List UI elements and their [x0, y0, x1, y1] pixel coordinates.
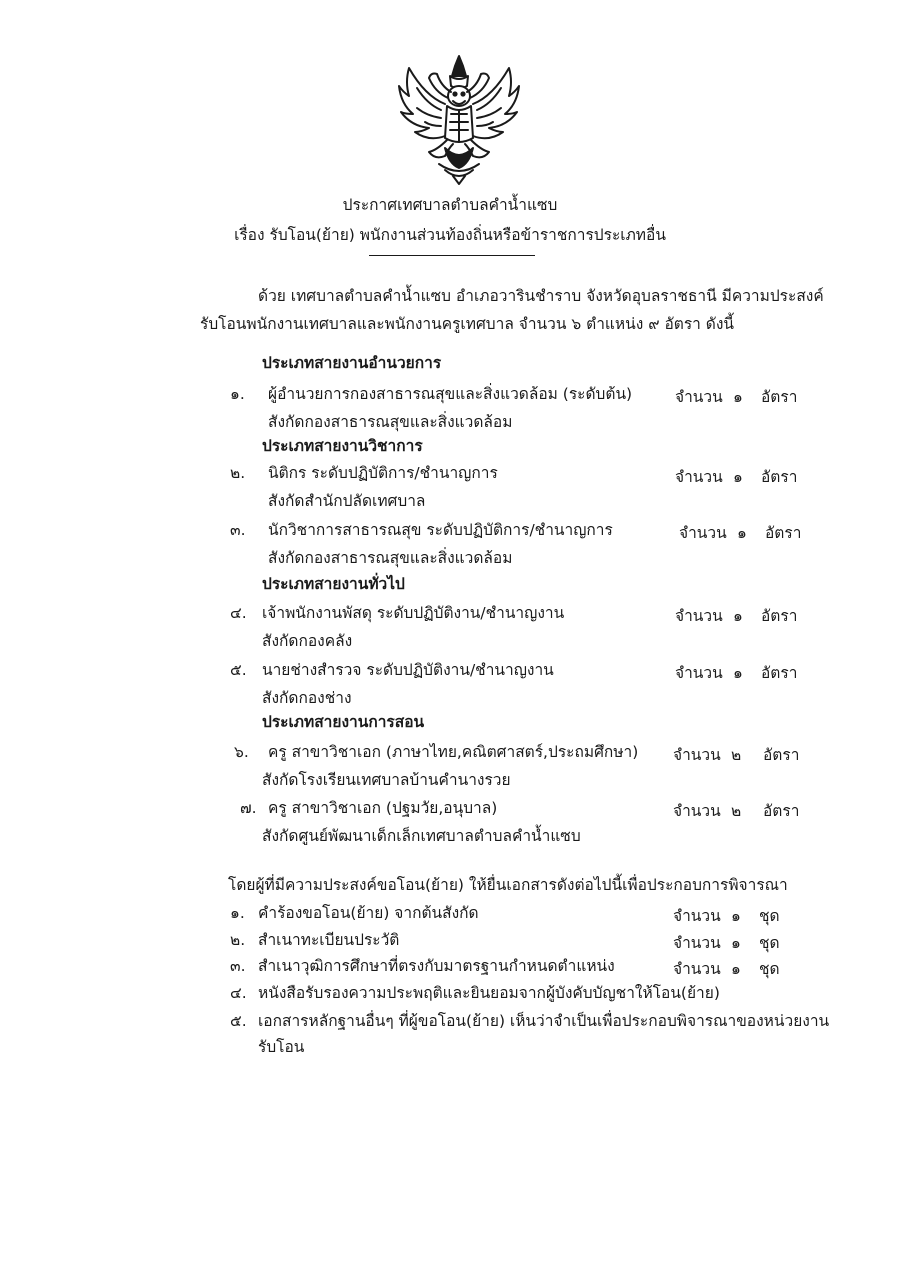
category-teaching: ประเภทสายงานการสอน: [262, 713, 425, 731]
count-label: จำนวน: [673, 934, 721, 952]
position-title: นักวิชาการสาธารณสุข ระดับปฏิบัติการ/ชำนาญการ: [268, 521, 613, 539]
count-value: ๒: [731, 746, 742, 764]
intro-line-1: ด้วย เทศบาลตำบลคำน้ำแซบ อำเภอวารินชำราบ จังหวัดอุบลราชธานี มีความประสงค์: [258, 287, 824, 305]
count-unit: ชุด: [759, 960, 780, 978]
position-unit: สังกัดสำนักปลัดเทศบาล: [268, 492, 426, 510]
count-label: จำนวน: [675, 388, 723, 406]
count-value: ๒: [731, 802, 742, 820]
announcement-title: ประกาศเทศบาลตำบลคำน้ำแซบ: [342, 196, 558, 214]
count-unit: ชุด: [759, 907, 780, 925]
item-number: ๗.: [240, 799, 257, 817]
item-number: ๒.: [230, 464, 246, 482]
item-number: ๑.: [230, 385, 245, 403]
count-value: ๑: [733, 388, 743, 406]
position-title: ครู สาขาวิชาเอก (ภาษาไทย,คณิตศาสตร์,ประถมศึกษา): [268, 743, 639, 761]
documents-intro: โดยผู้ที่มีความประสงค์ขอโอน(ย้าย) ให้ยื่นเอกสารดังต่อไปนี้เพื่อประกอบการพิจารณา: [228, 876, 788, 894]
intro-line-2: รับโอนพนักงานเทศบาลและพนักงานครูเทศบาล จำนวน ๖ ตำแหน่ง ๙ อัตรา ดังนี้: [200, 315, 735, 333]
position-title: นิติกร ระดับปฏิบัติการ/ชำนาญการ: [268, 464, 498, 482]
count-unit: อัตรา: [761, 664, 798, 682]
count-value: ๑: [731, 934, 741, 952]
count-label: จำนวน: [675, 664, 723, 682]
item-number: ๒.: [230, 931, 246, 949]
position-unit: สังกัดกองช่าง: [262, 689, 352, 707]
item-number: ๔.: [230, 604, 247, 622]
count-value: ๑: [731, 907, 741, 925]
count-label: จำนวน: [675, 607, 723, 625]
garuda-emblem-icon: [395, 52, 523, 186]
position-unit: สังกัดกองสาธารณสุขและสิ่งแวดล้อม: [268, 413, 513, 431]
count-label: จำนวน: [673, 960, 721, 978]
position-title: นายช่างสำรวจ ระดับปฏิบัติงาน/ชำนาญงาน: [262, 661, 554, 679]
count-value: ๑: [733, 664, 743, 682]
category-admin: ประเภทสายงานอำนวยการ: [262, 354, 442, 372]
count-value: ๑: [731, 960, 741, 978]
position-unit: สังกัดโรงเรียนเทศบาลบ้านคำนางรวย: [262, 771, 511, 789]
count-label: จำนวน: [675, 468, 723, 486]
document-text: สำเนาวุฒิการศึกษาที่ตรงกับมาตรฐานกำหนดตำแหน่ง: [258, 957, 615, 975]
count-value: ๑: [733, 607, 743, 625]
position-unit: สังกัดศูนย์พัฒนาเด็กเล็กเทศบาลตำบลคำน้ำแซบ: [262, 827, 581, 845]
document-text: คำร้องขอโอน(ย้าย) จากต้นสังกัด: [258, 904, 479, 922]
position-unit: สังกัดกองสาธารณสุขและสิ่งแวดล้อม: [268, 549, 513, 567]
document-text: เอกสารหลักฐานอื่นๆ ที่ผู้ขอโอน(ย้าย) เห็นว่าจำเป็นเพื่อประกอบพิจารณาของหน่วยงาน: [258, 1012, 830, 1030]
title-underline: [369, 255, 535, 256]
document-text-cont: รับโอน: [258, 1038, 305, 1056]
category-academic: ประเภทสายงานวิชาการ: [262, 437, 423, 455]
announcement-subject: เรื่อง รับโอน(ย้าย) พนักงานส่วนท้องถิ่นหรือข้าราชการประเภทอื่น: [234, 226, 666, 244]
position-title: ผู้อำนวยการกองสาธารณสุขและสิ่งแวดล้อม (ระดับต้น): [268, 385, 633, 403]
document-text: สำเนาทะเบียนประวัติ: [258, 931, 400, 949]
position-title: ครู สาขาวิชาเอก (ปฐมวัย,อนุบาล): [268, 799, 498, 817]
count-unit: อัตรา: [763, 746, 800, 764]
item-number: ๓.: [230, 521, 246, 539]
item-number: ๓.: [230, 957, 246, 975]
count-unit: ชุด: [759, 934, 780, 952]
item-number: ๔.: [230, 984, 247, 1002]
count-label: จำนวน: [673, 802, 721, 820]
position-title: เจ้าพนักงานพัสดุ ระดับปฏิบัติงาน/ชำนาญงาน: [262, 604, 565, 622]
count-label: จำนวน: [673, 907, 721, 925]
item-number: ๕.: [230, 661, 247, 679]
count-value: ๑: [737, 524, 747, 542]
count-unit: อัตรา: [765, 524, 802, 542]
count-unit: อัตรา: [763, 802, 800, 820]
document-text: หนังสือรับรองความประพฤติและยินยอมจากผู้บังคับบัญชาให้โอน(ย้าย): [258, 984, 720, 1002]
count-value: ๑: [733, 468, 743, 486]
count-label: จำนวน: [673, 746, 721, 764]
item-number: ๕.: [230, 1012, 247, 1030]
count-unit: อัตรา: [761, 388, 798, 406]
count-unit: อัตรา: [761, 607, 798, 625]
count-label: จำนวน: [679, 524, 727, 542]
item-number: ๖.: [234, 743, 249, 761]
count-unit: อัตรา: [761, 468, 798, 486]
item-number: ๑.: [230, 904, 245, 922]
category-general: ประเภทสายงานทั่วไป: [262, 575, 405, 593]
position-unit: สังกัดกองคลัง: [262, 632, 353, 650]
